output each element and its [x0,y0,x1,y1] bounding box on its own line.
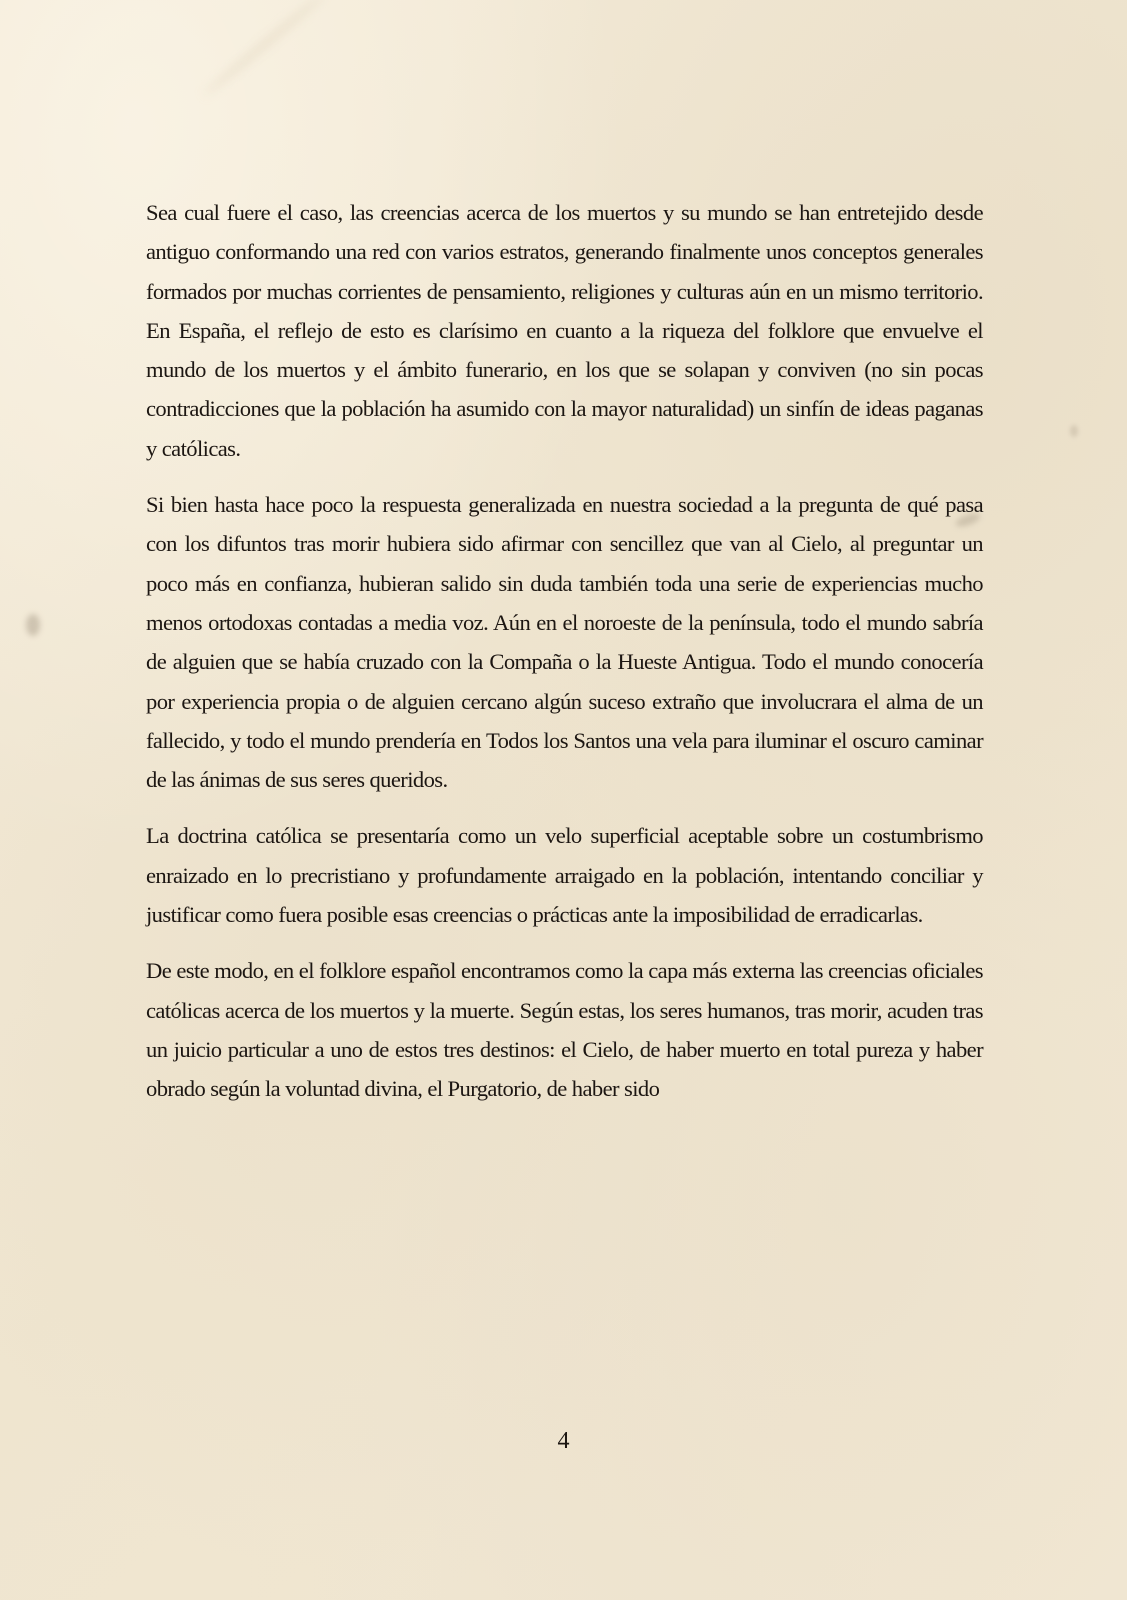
page-body [146,193,983,1126]
paragraph-2: Si bien hasta hace poco la respuesta generalizada en nuestra sociedad a la pregunta de qué pasa con los difuntos tras morir hubiera sido afirmar con sencillez que van al Cielo, al preguntar un poco más en confianza, hubieran salido sin duda también toda una serie de experiencias mucho menos ortodoxas contadas a media voz. Aún en el noroeste de la península, todo el mundo sabría de alguien que se había cruzado con la Compaña o la Hueste Antigua. Todo el mundo conocería por experiencia propia o de alguien cercano algún suceso extraño que involucrara el alma de un fallecido, y todo el mundo prendería en Todos los Santos una vela para iluminar el oscuro caminar de las ánimas de sus seres queridos. [146,492,983,793]
paper-stain [201,0,329,98]
page-number: 4 [557,1428,570,1454]
paragraph-1: Sea cual fuere el caso, las creencias acerca de los muertos y su mundo se han entretejido desde antiguo conformando una red con varios estratos, generando finalmente unos conceptos generales formados por muchas corrientes de pensamiento, religiones y culturas aún en un mismo territorio. En España, el reflejo de esto es clarísimo en cuanto a la riqueza del folklore que envuelve el mundo de los muertos y el ámbito funerario, en los que se solapan y conviven (no sin pocas contradicciones que la población ha asumido con la mayor naturalidad) un sinfín de ideas paganas y católicas. [146,200,983,461]
paper-stain [26,614,40,636]
paragraph-3: La doctrina católica se presentaría como un velo superficial aceptable sobre un costumbrismo enraizado en lo precristiano y profundamente arraigado en la población, intentando conciliar y justificar como fuera posible esas creencias o prácticas ante la imposibilidad de erradicarlas. [146,823,983,928]
paper-stain [1070,425,1078,437]
paragraph-4: De este modo, en el folklore español encontramos como la capa más externa las creencias oficiales católicas acerca de los muertos y la muerte. Según estas, los seres humanos, tras morir, acuden tras un juicio particular a uno de estos tres destinos: el Cielo, de haber muerto en total pureza y haber obrado según la voluntad divina, el Purgatorio, de haber sido [146,958,983,1102]
